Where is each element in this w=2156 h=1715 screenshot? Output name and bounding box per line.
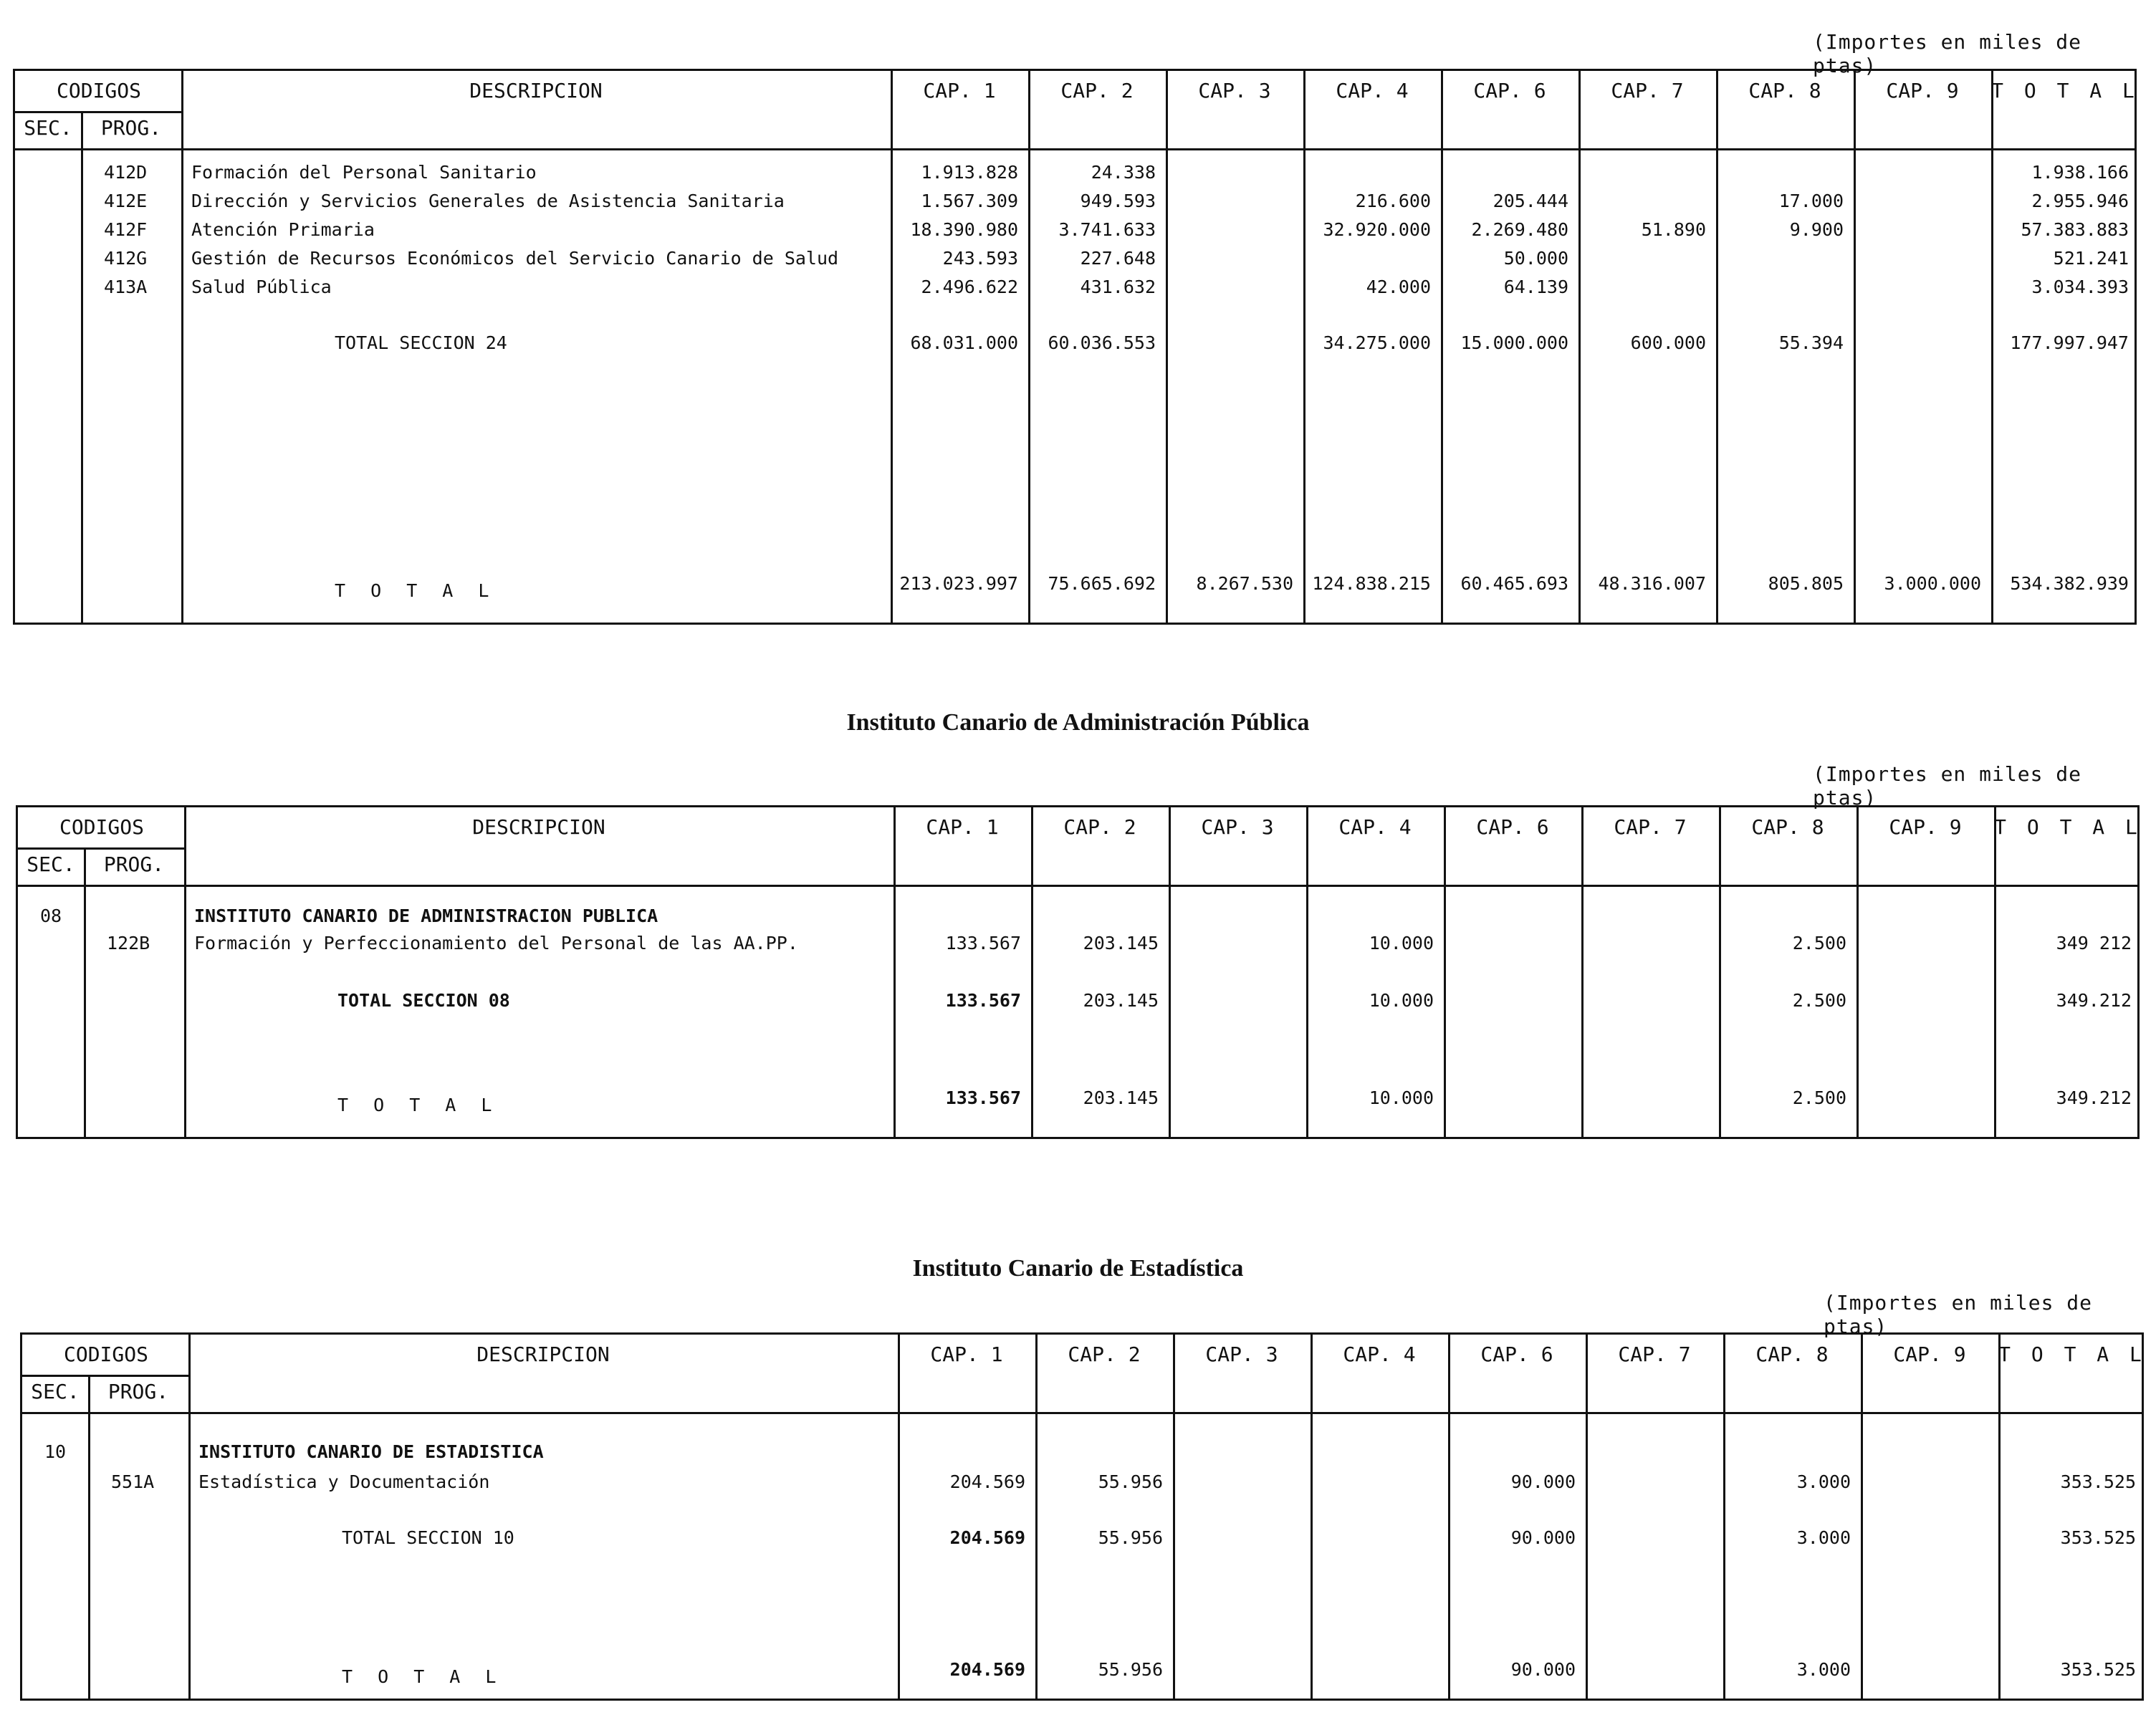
program-description: Gestión de Recursos Económicos del Servicio Canario de Salud	[191, 248, 839, 269]
program-description: Salud Pública	[191, 277, 332, 297]
amount-cell: 17.000	[1778, 191, 1844, 211]
amount-cell: 3.034.393	[2031, 277, 2129, 297]
section-title-istac: Instituto Canario de Estadística	[912, 1255, 1244, 1282]
amount-cell: 60.036.553	[1048, 332, 1156, 353]
header-cap-4: CAP. 4	[1338, 815, 1412, 839]
amount-cell: 349.212	[2056, 990, 2132, 1011]
header-cap-2: CAP. 2	[1068, 1342, 1141, 1366]
amount-cell: 3.000.000	[1884, 573, 1981, 594]
header-cap-3: CAP. 3	[1198, 79, 1271, 102]
amount-cell: 3.000	[1796, 1527, 1851, 1548]
amount-cell: 203.145	[1083, 933, 1159, 953]
amount-cell: 42.000	[1366, 277, 1431, 297]
amount-cell: 3.000	[1796, 1659, 1851, 1680]
header-cap-8: CAP. 9	[1889, 815, 1962, 839]
prog-code: 412G	[104, 248, 148, 269]
header-cap-6: CAP. 7	[1618, 1342, 1691, 1366]
amount-cell: 949.593	[1080, 191, 1156, 211]
header-prog: PROG.	[107, 1380, 169, 1403]
header-cap-2: CAP. 2	[1060, 79, 1134, 102]
amount-cell: 203.145	[1083, 990, 1159, 1011]
amount-cell: 10.000	[1369, 990, 1434, 1011]
amount-cell: 203.145	[1083, 1087, 1159, 1108]
amount-cell: 204.569	[949, 1471, 1025, 1492]
amount-cell: 68.031.000	[910, 332, 1018, 353]
header-descripcion: DESCRIPCION	[476, 1342, 610, 1366]
amount-cell: 521.241	[2053, 248, 2129, 269]
prog-code: 412D	[104, 162, 148, 183]
amount-cell: 2.500	[1792, 1087, 1846, 1108]
prog-code: 122B	[107, 933, 150, 953]
header-cap-3: CAP. 3	[1201, 815, 1274, 839]
amount-cell: 32.920.000	[1323, 219, 1431, 240]
header-descripcion: DESCRIPCION	[469, 79, 603, 102]
header-cap-8: CAP. 9	[1893, 1342, 1966, 1366]
budget-table-istac	[20, 1332, 2144, 1701]
program-description: INSTITUTO CANARIO DE ESTADISTICA	[198, 1441, 544, 1462]
amount-cell: 55.394	[1778, 332, 1844, 353]
amount-cell: 1.938.166	[2031, 162, 2129, 183]
amount-cell: 3.000	[1796, 1471, 1851, 1492]
header-codigos: CODIGOS	[56, 79, 141, 102]
header-sec: SEC.	[27, 852, 75, 876]
amount-cell: 64.139	[1503, 277, 1568, 297]
header-sec: SEC.	[24, 116, 72, 140]
amount-cell: 55.956	[1098, 1471, 1163, 1492]
header-cap-8: CAP. 9	[1886, 79, 1959, 102]
amount-cell: 55.956	[1098, 1527, 1163, 1548]
header-cap-6: CAP. 7	[1614, 815, 1687, 839]
units-note-1: (Importes en miles de ptas)	[1813, 30, 2082, 77]
amount-cell: 24.338	[1091, 162, 1156, 183]
program-description: Estadística y Documentación	[198, 1471, 490, 1492]
prog-code: 412E	[104, 191, 148, 211]
program-description: INSTITUTO CANARIO DE ADMINISTRACION PUBLICA	[194, 905, 658, 926]
amount-cell: 243.593	[942, 248, 1018, 269]
amount-cell: 18.390.980	[910, 219, 1018, 240]
amount-cell: 51.890	[1641, 219, 1706, 240]
header-descripcion: DESCRIPCION	[472, 815, 605, 839]
amount-cell: 205.444	[1493, 191, 1568, 211]
amount-cell: 55.956	[1098, 1659, 1163, 1680]
prog-code: 551A	[111, 1471, 155, 1492]
header-prog: PROG.	[103, 852, 165, 876]
amount-cell: 349.212	[2056, 1087, 2132, 1108]
units-note-3: (Importes en miles de ptas)	[1824, 1291, 2093, 1338]
amount-cell: 204.569	[949, 1527, 1025, 1548]
units-note-2: (Importes en miles de ptas)	[1813, 762, 2082, 810]
section-total-label: TOTAL SECCION 10	[342, 1527, 514, 1548]
header-sec: SEC.	[31, 1380, 80, 1403]
header-codigos: CODIGOS	[63, 1342, 148, 1366]
amount-cell: 8.267.530	[1196, 573, 1293, 594]
header-cap-5: CAP. 6	[1473, 79, 1546, 102]
amount-cell: 805.805	[1768, 573, 1844, 594]
amount-cell: 349 212	[2056, 933, 2132, 953]
amount-cell: 213.023.997	[899, 573, 1018, 594]
program-description: Formación del Personal Sanitario	[191, 162, 537, 183]
amount-cell: 90.000	[1510, 1659, 1576, 1680]
amount-cell: 10.000	[1369, 1087, 1434, 1108]
amount-cell: 34.275.000	[1323, 332, 1431, 353]
amount-cell: 133.567	[945, 990, 1021, 1011]
prog-code: 413A	[104, 277, 148, 297]
program-description: Atención Primaria	[191, 219, 375, 240]
program-description: Dirección y Servicios Generales de Asistencia Sanitaria	[191, 191, 785, 211]
amount-cell: 75.665.692	[1048, 573, 1156, 594]
amount-cell: 2.496.622	[921, 277, 1018, 297]
prog-code: 412F	[104, 219, 148, 240]
section-total-label: TOTAL SECCION 24	[335, 332, 507, 353]
amount-cell: 90.000	[1510, 1471, 1576, 1492]
amount-cell: 2.500	[1792, 933, 1846, 953]
amount-cell: 10.000	[1369, 933, 1434, 953]
amount-cell: 1.913.828	[921, 162, 1018, 183]
amount-cell: 50.000	[1503, 248, 1568, 269]
grand-total-label: T O T A L	[342, 1666, 504, 1687]
header-cap-9: T O T A L	[1991, 79, 2139, 102]
amount-cell: 534.382.939	[2010, 573, 2129, 594]
amount-cell: 48.316.007	[1598, 573, 1706, 594]
section-total-label: TOTAL SECCION 08	[337, 990, 510, 1011]
amount-cell: 177.997.947	[2010, 332, 2129, 353]
header-cap-4: CAP. 4	[1336, 79, 1409, 102]
header-cap-9: T O T A L	[1994, 815, 2142, 839]
sec-code: 08	[39, 905, 62, 926]
amount-cell: 431.632	[1080, 277, 1156, 297]
amount-cell: 3.741.633	[1058, 219, 1156, 240]
header-cap-5: CAP. 6	[1476, 815, 1549, 839]
grand-total-label: T O T A L	[335, 580, 497, 601]
header-cap-7: CAP. 8	[1751, 815, 1824, 839]
amount-cell: 133.567	[945, 933, 1021, 953]
header-codigos: CODIGOS	[59, 815, 144, 839]
amount-cell: 133.567	[945, 1087, 1021, 1108]
header-cap-9: T O T A L	[1998, 1342, 2146, 1366]
header-prog: PROG.	[100, 116, 162, 140]
amount-cell: 124.838.215	[1312, 573, 1431, 594]
amount-cell: 2.955.946	[2031, 191, 2129, 211]
amount-cell: 57.383.883	[2021, 219, 2129, 240]
amount-cell: 216.600	[1355, 191, 1431, 211]
header-cap-2: CAP. 2	[1063, 815, 1136, 839]
header-cap-4: CAP. 4	[1343, 1342, 1416, 1366]
header-cap-7: CAP. 8	[1748, 79, 1821, 102]
budget-table-icap	[16, 805, 2140, 1139]
header-cap-7: CAP. 8	[1755, 1342, 1829, 1366]
budget-table-scs	[13, 69, 2137, 625]
amount-cell: 60.465.693	[1460, 573, 1568, 594]
amount-cell: 204.569	[949, 1659, 1025, 1680]
amount-cell: 227.648	[1080, 248, 1156, 269]
amount-cell: 2.500	[1792, 990, 1846, 1011]
header-cap-6: CAP. 7	[1611, 79, 1684, 102]
amount-cell: 600.000	[1630, 332, 1706, 353]
header-cap-5: CAP. 6	[1480, 1342, 1553, 1366]
program-description: Formación y Perfeccionamiento del Personal de las AA.PP.	[194, 933, 798, 953]
header-cap-1: CAP. 1	[926, 815, 999, 839]
section-title-icap: Instituto Canario de Administración Pública	[846, 709, 1310, 736]
header-cap-1: CAP. 1	[923, 79, 996, 102]
amount-cell: 353.525	[2060, 1471, 2136, 1492]
amount-cell: 1.567.309	[921, 191, 1018, 211]
grand-total-label: T O T A L	[337, 1095, 499, 1115]
amount-cell: 90.000	[1510, 1527, 1576, 1548]
amount-cell: 15.000.000	[1460, 332, 1568, 353]
header-cap-3: CAP. 3	[1205, 1342, 1278, 1366]
amount-cell: 353.525	[2060, 1659, 2136, 1680]
header-cap-1: CAP. 1	[930, 1342, 1003, 1366]
amount-cell: 2.269.480	[1471, 219, 1568, 240]
amount-cell: 9.900	[1789, 219, 1844, 240]
amount-cell: 353.525	[2060, 1527, 2136, 1548]
sec-code: 10	[44, 1441, 67, 1462]
